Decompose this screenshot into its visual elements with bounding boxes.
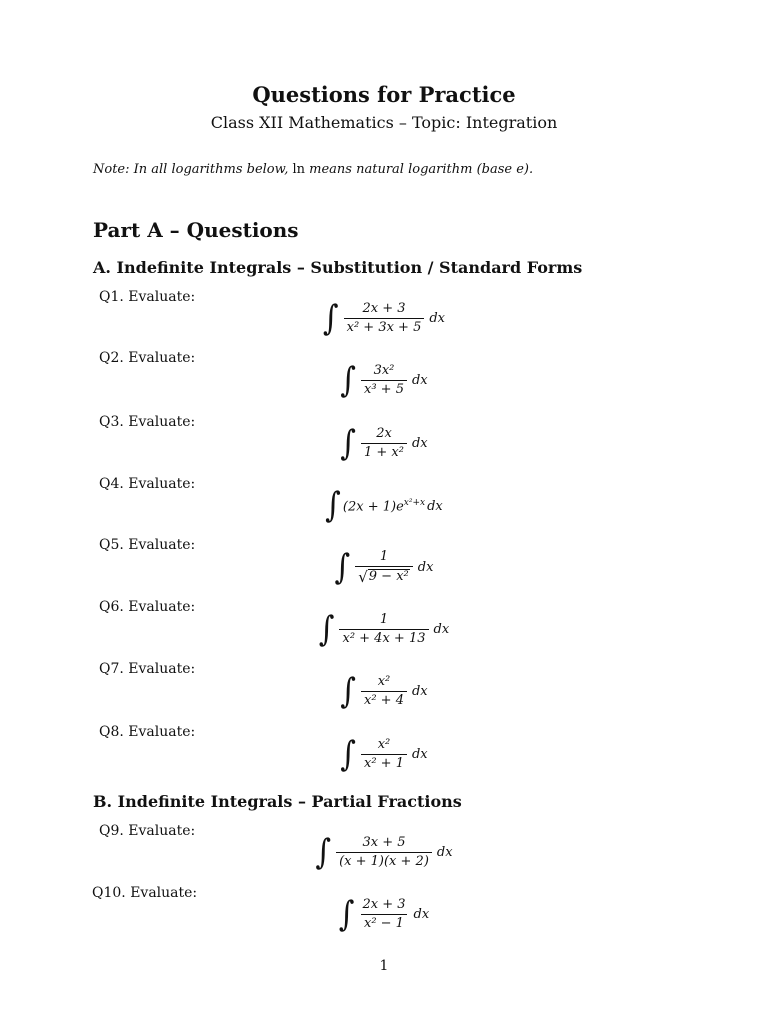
part-title: Part A – Questions bbox=[93, 218, 299, 242]
page-number: 1 bbox=[379, 958, 389, 974]
numerator: 2x + 3 bbox=[362, 897, 406, 912]
fraction bbox=[339, 613, 428, 647]
page-title: Questions for Practice bbox=[252, 82, 516, 107]
differential: dx bbox=[436, 845, 453, 861]
differential: dx bbox=[411, 436, 428, 452]
numerator: x² bbox=[377, 737, 391, 752]
denominator bbox=[355, 566, 413, 586]
expression: $(2x + 1)e^{x^2+x}$ bbox=[342, 497, 426, 515]
differential: dx bbox=[417, 560, 434, 576]
formula-q1 bbox=[0, 298, 768, 339]
numerator: 1 bbox=[379, 612, 389, 627]
numerator: 2x + 3 bbox=[362, 301, 406, 316]
formula-q10 bbox=[0, 894, 768, 935]
question-label: Q9. Evaluate: bbox=[99, 823, 196, 839]
numerator: 3x² bbox=[373, 363, 395, 378]
differential: dx bbox=[433, 622, 450, 638]
integral-symbol: ∫ bbox=[334, 547, 351, 588]
differential: dx bbox=[411, 373, 428, 389]
fraction bbox=[344, 302, 425, 336]
fraction bbox=[361, 427, 407, 461]
formula-q9 bbox=[0, 832, 768, 873]
question-label: Q2. Evaluate: bbox=[99, 350, 196, 366]
formula-q5 bbox=[0, 547, 768, 588]
numerator: x² bbox=[377, 674, 391, 689]
integral-symbol: ∫ bbox=[340, 734, 356, 775]
question-label: Q10. Evaluate: bbox=[92, 885, 198, 901]
differential: dx bbox=[429, 311, 446, 327]
fraction bbox=[355, 550, 413, 586]
differential: dx bbox=[427, 498, 443, 514]
fraction bbox=[361, 675, 407, 709]
integral-symbol: ∫ bbox=[318, 609, 335, 650]
exponent: x²+x bbox=[403, 497, 426, 508]
formula-q3 bbox=[0, 423, 768, 464]
numerator: 2x bbox=[376, 426, 392, 441]
denominator: (x + 1)(x + 2) bbox=[336, 852, 432, 869]
formula-q4 bbox=[0, 485, 768, 526]
denominator: x² + 4x + 13 bbox=[339, 629, 428, 646]
fraction bbox=[336, 836, 432, 870]
integral-symbol: ∫ bbox=[340, 423, 356, 464]
formula-q6 bbox=[0, 609, 768, 650]
question-label: Q8. Evaluate: bbox=[99, 724, 196, 740]
differential: dx bbox=[411, 684, 428, 700]
denominator: x² − 1 bbox=[361, 914, 407, 931]
question-label: Q5. Evaluate: bbox=[99, 537, 196, 553]
denominator: 1 + x² bbox=[361, 443, 407, 460]
section-title-a: A. Indefinite Integrals – Substitution / Standard Forms bbox=[93, 258, 583, 277]
numerator: 1 bbox=[379, 549, 389, 564]
note bbox=[93, 162, 533, 177]
formula-q8 bbox=[0, 734, 768, 775]
fraction bbox=[361, 738, 407, 772]
radicand: 9 − x² bbox=[368, 569, 409, 585]
integral-symbol: ∫ bbox=[315, 832, 332, 873]
fraction bbox=[359, 898, 408, 932]
question-label: Q6. Evaluate: bbox=[99, 599, 196, 615]
question-label: Q7. Evaluate: bbox=[99, 661, 196, 677]
integral-symbol: ∫ bbox=[322, 298, 339, 339]
question-label: Q4. Evaluate: bbox=[99, 476, 196, 492]
formula-q7 bbox=[0, 671, 768, 712]
denominator: x³ + 5 bbox=[361, 380, 407, 397]
note-ln: ln bbox=[292, 162, 306, 177]
section-title-b: B. Indefinite Integrals – Partial Fractions bbox=[93, 792, 462, 811]
note-suffix: means natural logarithm (base e). bbox=[309, 162, 534, 177]
denominator: x² + 4 bbox=[361, 691, 407, 708]
differential: dx bbox=[413, 907, 430, 923]
note-prefix: Note: In all logarithms below, bbox=[93, 162, 289, 177]
fraction bbox=[361, 364, 407, 398]
denominator: x² + 1 bbox=[361, 754, 407, 771]
numerator: 3x + 5 bbox=[362, 835, 406, 850]
question-label: Q1. Evaluate: bbox=[99, 289, 196, 305]
page-subtitle: Class XII Mathematics – Topic: Integration bbox=[210, 113, 558, 132]
radical-symbol: √ bbox=[358, 567, 368, 586]
integral-symbol: ∫ bbox=[340, 360, 356, 401]
integral-symbol: ∫ bbox=[340, 671, 356, 712]
denominator: x² + 3x + 5 bbox=[344, 318, 425, 335]
integral-symbol: ∫ bbox=[338, 894, 355, 935]
question-label: Q3. Evaluate: bbox=[99, 414, 196, 430]
formula-q2 bbox=[0, 360, 768, 401]
differential: dx bbox=[411, 747, 428, 763]
integral-symbol: ∫ bbox=[325, 485, 341, 526]
